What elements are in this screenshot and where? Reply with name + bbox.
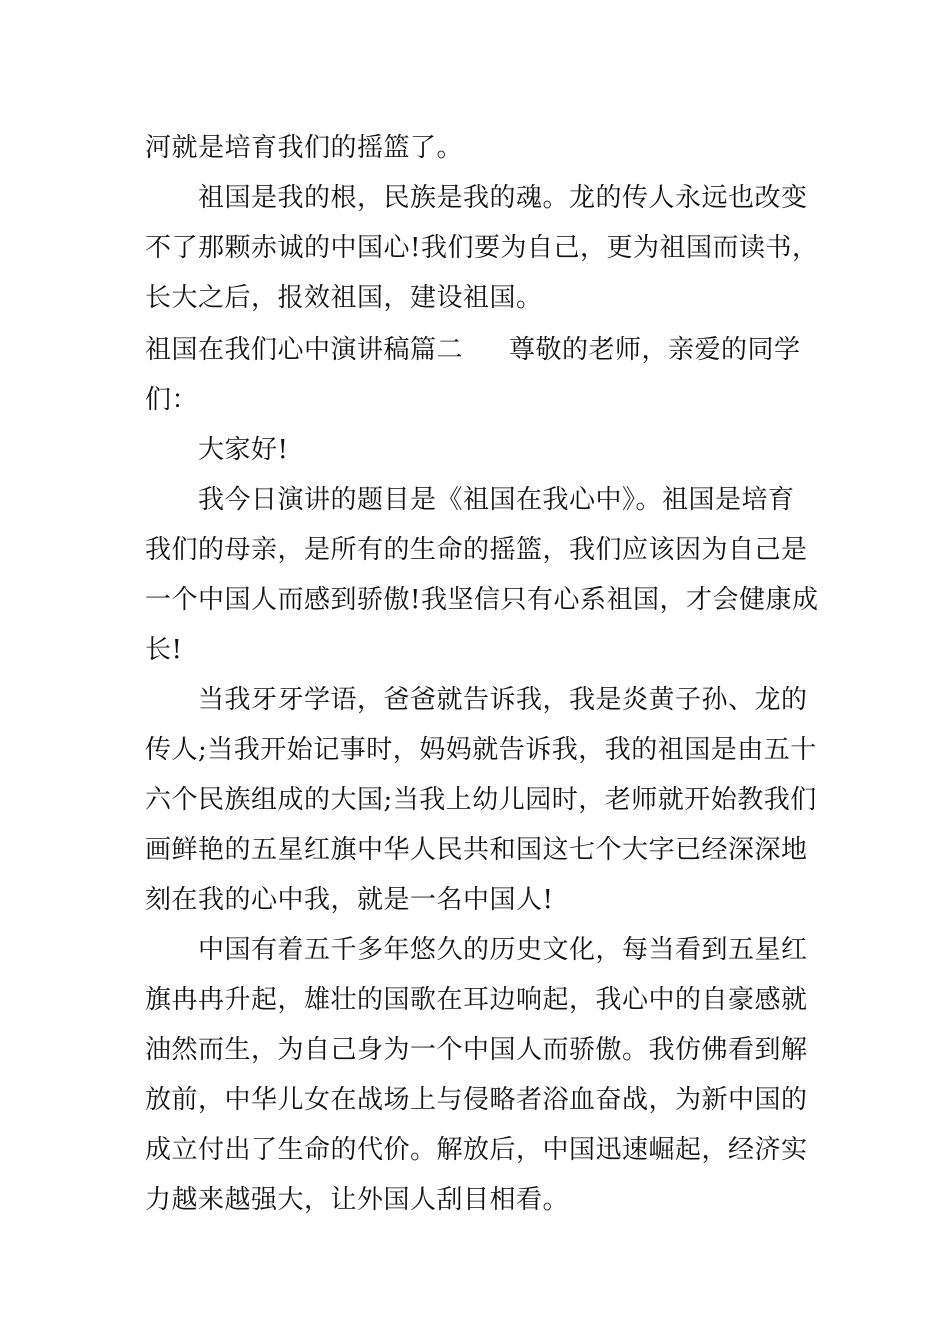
text-line: 我们的母亲，是所有的生命的摇篮，我们应该因为自己是 bbox=[145, 535, 808, 565]
text-line: 力越来越强大，让外国人刮目相看。 bbox=[145, 1185, 570, 1215]
text-line: 不了那颗赤诚的中国心!我们要为自己，更为祖国而读书， bbox=[145, 233, 819, 263]
salutation: 尊敬的老师，亲爱的同学 bbox=[509, 335, 801, 365]
text-line: 河就是培育我们的摇篮了。 bbox=[145, 133, 464, 163]
text-line: 我今日演讲的题目是《祖国在我心中》。祖国是培育 bbox=[198, 485, 795, 515]
text-line: 成立付出了生命的代价。解放后，中国迅速崛起，经济实 bbox=[145, 1135, 808, 1165]
section-heading: 祖国在我们心中演讲稿篇二 bbox=[145, 335, 464, 365]
section-heading-line bbox=[145, 335, 815, 365]
text-line: 刻在我的心中我，就是一名中国人! bbox=[145, 885, 554, 915]
text-line: 油然而生，为自己身为一个中国人而骄傲。我仿佛看到解 bbox=[145, 1035, 808, 1065]
text-line: 长! bbox=[145, 635, 183, 665]
text-line: 们： bbox=[145, 385, 199, 415]
text-line: 大家好! bbox=[198, 435, 289, 465]
text-line: 当我牙牙学语，爸爸就告诉我，我是炎黄子孙、龙的 bbox=[198, 685, 808, 715]
text-line: 传人;当我开始记事时，妈妈就告诉我，我的祖国是由五十 bbox=[145, 735, 817, 765]
text-line: 一个中国人而感到骄傲!我坚信只有心系祖国，才会健康成 bbox=[145, 585, 819, 615]
text-line: 六个民族组成的大国;当我上幼儿园时，老师就开始教我们 bbox=[145, 785, 817, 815]
text-line: 旗冉冉升起，雄壮的国歌在耳边响起，我心中的自豪感就 bbox=[145, 985, 808, 1015]
text-line: 放前，中华儿女在战场上与侵略者浴血奋战，为新中国的 bbox=[145, 1085, 808, 1115]
text-line: 祖国是我的根，民族是我的魂。龙的传人永远也改变 bbox=[198, 183, 808, 213]
text-line: 中国有着五千多年悠久的历史文化，每当看到五星红 bbox=[198, 935, 808, 965]
text-line: 长大之后，报效祖国，建设祖国。 bbox=[145, 283, 543, 313]
text-line: 画鲜艳的五星红旗中华人民共和国这七个大字已经深深地 bbox=[145, 835, 808, 865]
